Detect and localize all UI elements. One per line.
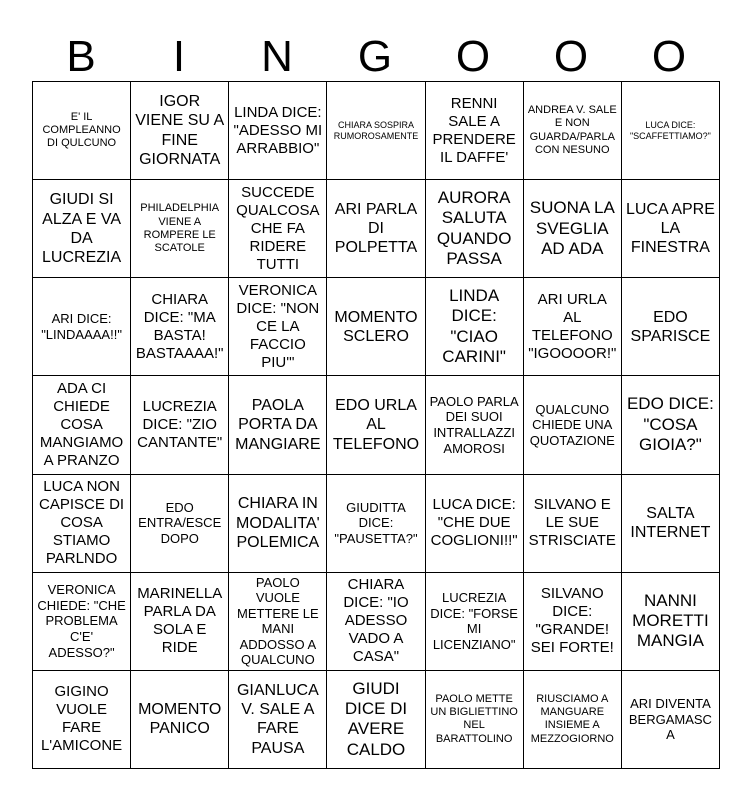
header-letter-o-3: O [651, 32, 687, 81]
header-letter-o-2: O [553, 32, 589, 81]
bingo-cell[interactable]: CHIARA DICE: "MA BASTA! BASTAAAA!" [131, 278, 229, 376]
bingo-cell[interactable]: LUCA DICE: "SCAFFETTIAMO?" [622, 82, 720, 180]
bingo-cell[interactable]: MOMENTO SCLERO [327, 278, 425, 376]
bingo-cell[interactable]: EDO ENTRA/ESCE DOPO [131, 475, 229, 573]
bingo-cell[interactable]: PAOLO METTE UN BIGLIETTINO NEL BARATTOLINO [426, 671, 524, 769]
bingo-cell[interactable]: LUCA DICE: "CHE DUE COGLIONI!!" [426, 475, 524, 573]
bingo-cell[interactable]: LINDA DICE: "ADESSO MI ARRABBIO" [229, 82, 327, 180]
bingo-cell[interactable]: RIUSCIAMO A MANGUARE INSIEME A MEZZOGIORNO [524, 671, 622, 769]
bingo-cell[interactable]: EDO DICE: "COSA GIOIA?" [622, 376, 720, 474]
bingo-cell[interactable]: CHIARA SOSPIRA RUMOROSAMENTE [327, 82, 425, 180]
bingo-cell[interactable]: SUCCEDE QUALCOSA CHE FA RIDERE TUTTI [229, 180, 327, 278]
bingo-cell[interactable]: GIUDITTA DICE: "PAUSETTA?" [327, 475, 425, 573]
bingo-cell[interactable]: ANDREA V. SALE E NON GUARDA/PARLA CON NESUNO [524, 82, 622, 180]
bingo-cell[interactable]: NANNI MORETTI MANGIA [622, 573, 720, 671]
header-letter-g: G [357, 32, 393, 81]
bingo-cell[interactable]: VERONICA CHIEDE: "CHE PROBLEMA C'E' ADESSO?" [33, 573, 131, 671]
bingo-cell[interactable]: LUCA NON CAPISCE DI COSA STIAMO PARLNDO [33, 475, 131, 573]
bingo-board [32, 81, 720, 769]
bingo-cell[interactable]: ARI URLA AL TELEFONO "IGOOOOR!" [524, 278, 622, 376]
bingo-cell[interactable]: PHILADELPHIA VIENE A ROMPERE LE SCATOLE [131, 180, 229, 278]
bingo-cell[interactable]: PAOLA PORTA DA MANGIARE [229, 376, 327, 474]
bingo-cell[interactable]: SILVANO E LE SUE STRISCIATE [524, 475, 622, 573]
bingo-cell[interactable]: GIUDI DICE DI AVERE CALDO [327, 671, 425, 769]
bingo-cell[interactable]: PAOLO VUOLE METTERE LE MANI ADDOSSO A QUALCUNO [229, 573, 327, 671]
header-letter-i: I [172, 32, 186, 81]
bingo-cell[interactable]: ARI PARLA DI POLPETTA [327, 180, 425, 278]
bingo-cell[interactable]: GIGINO VUOLE FARE L'AMICONE [33, 671, 131, 769]
bingo-cell[interactable]: MARINELLA PARLA DA SOLA E RIDE [131, 573, 229, 671]
header-letter-n: N [261, 32, 293, 81]
bingo-cell[interactable]: QUALCUNO CHIEDE UNA QUOTAZIONE [524, 376, 622, 474]
bingo-cell[interactable]: IGOR VIENE SU A FINE GIORNATA [131, 82, 229, 180]
bingo-cell[interactable]: GIANLUCA V. SALE A FARE PAUSA [229, 671, 327, 769]
bingo-cell[interactable]: LUCREZIA DICE: "FORSE MI LICENZIANO" [426, 573, 524, 671]
bingo-cell[interactable]: ARI DIVENTA BERGAMASCA [622, 671, 720, 769]
bingo-header [32, 34, 718, 80]
bingo-cell[interactable]: ARI DICE: "LINDAAAA!!" [33, 278, 131, 376]
bingo-cell[interactable]: LUCA APRE LA FINESTRA [622, 180, 720, 278]
bingo-cell[interactable]: E' IL COMPLEANNO DI QULCUNO [33, 82, 131, 180]
bingo-cell[interactable]: CHIARA IN MODALITA' POLEMICA [229, 475, 327, 573]
bingo-cell[interactable]: LINDA DICE: "CIAO CARINI" [426, 278, 524, 376]
bingo-cell[interactable]: GIUDI SI ALZA E VA DA LUCREZIA [33, 180, 131, 278]
bingo-cell[interactable]: RENNI SALE A PRENDERE IL DAFFE' [426, 82, 524, 180]
bingo-cell[interactable]: EDO URLA AL TELEFONO [327, 376, 425, 474]
bingo-cell[interactable]: ADA CI CHIEDE COSA MANGIAMO A PRANZO [33, 376, 131, 474]
bingo-cell[interactable]: SUONA LA SVEGLIA AD ADA [524, 180, 622, 278]
bingo-cell[interactable]: VERONICA DICE: "NON CE LA FACCIO PIU'" [229, 278, 327, 376]
bingo-cell[interactable]: LUCREZIA DICE: "ZIO CANTANTE" [131, 376, 229, 474]
header-letter-o-1: O [455, 32, 491, 81]
bingo-cell[interactable]: SILVANO DICE: "GRANDE! SEI FORTE! [524, 573, 622, 671]
bingo-cell[interactable]: MOMENTO PANICO [131, 671, 229, 769]
bingo-cell[interactable]: PAOLO PARLA DEI SUOI INTRALLAZZI AMOROSI [426, 376, 524, 474]
header-letter-b: B [66, 32, 96, 81]
bingo-cell[interactable]: CHIARA DICE: "IO ADESSO VADO A CASA" [327, 573, 425, 671]
bingo-cell[interactable]: EDO SPARISCE [622, 278, 720, 376]
bingo-cell[interactable]: AURORA SALUTA QUANDO PASSA [426, 180, 524, 278]
bingo-cell[interactable]: SALTA INTERNET [622, 475, 720, 573]
